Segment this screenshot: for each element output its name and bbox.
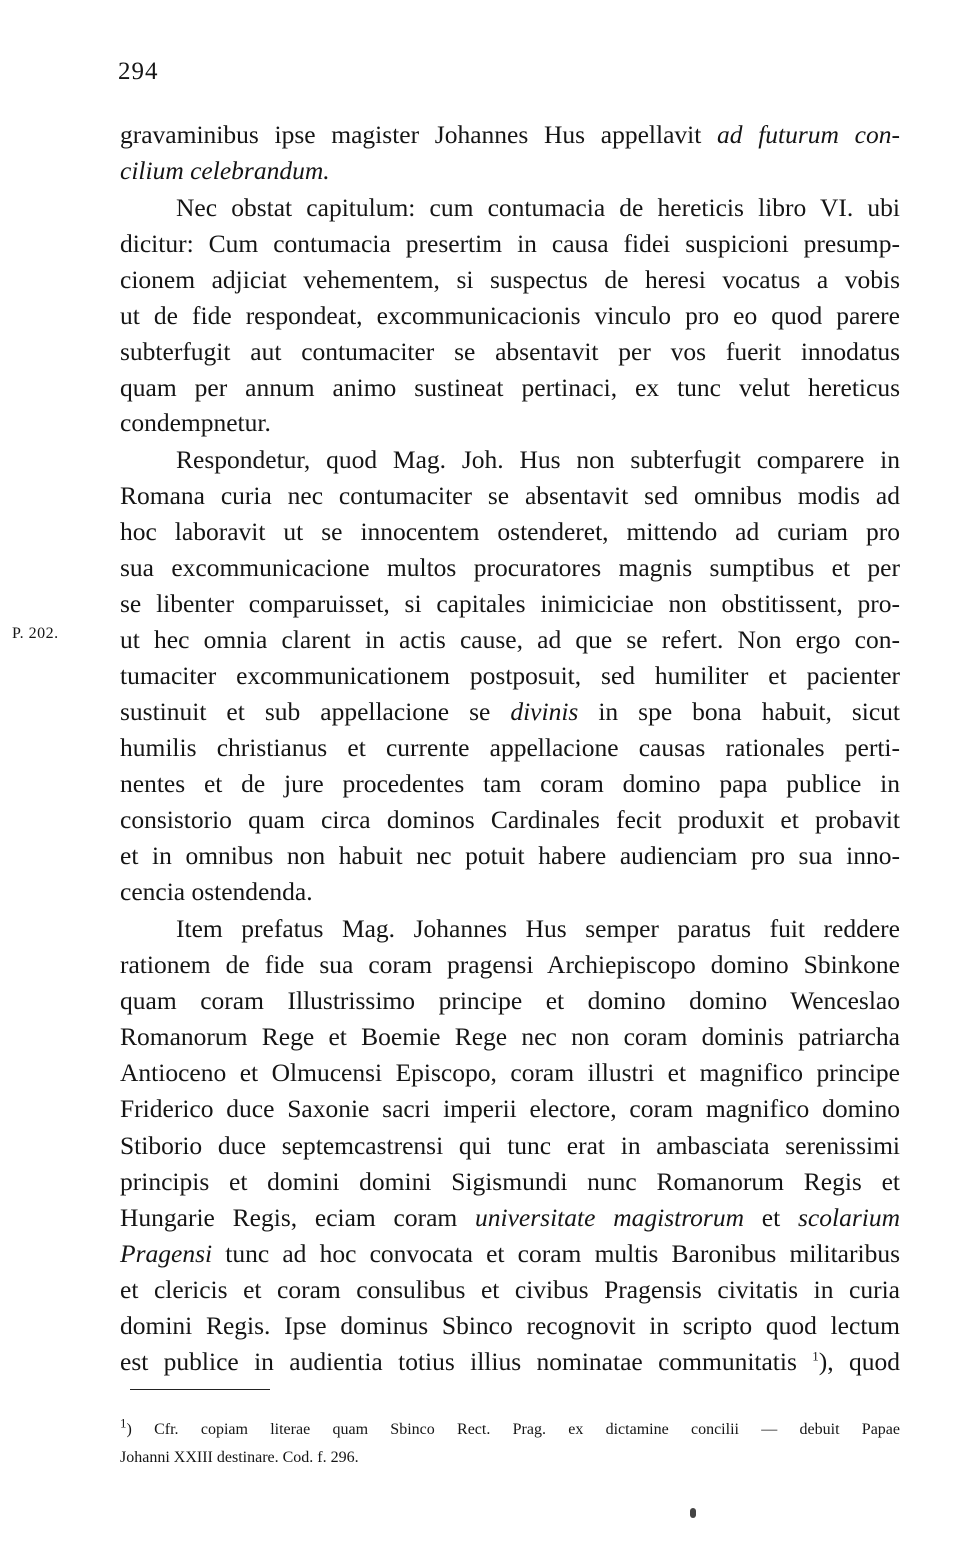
text-segment: Hungarie Regis, eciam coram	[120, 1203, 476, 1232]
text-line	[120, 586, 900, 622]
text-segment: Friderico duce Saxonie sacri imperii electore, coram magnifico domino	[120, 1094, 900, 1123]
text-segment: Pragensi	[120, 1239, 213, 1268]
footnote-line-2	[120, 1446, 900, 1470]
text-line	[120, 730, 900, 766]
text-line	[120, 1236, 900, 1272]
text-segment: in spe bona habuit, sicut	[578, 697, 900, 726]
text-line	[120, 226, 900, 262]
text-segment: principis et domini domini Sigismundi nunc Romanorum Regis et	[120, 1167, 900, 1196]
text-segment: est publice in audientia totius illius nominatae communitatis	[120, 1347, 813, 1376]
text-line	[120, 874, 900, 910]
text-segment: humilis christianus et currente appellacione causas rationales perti-	[120, 733, 900, 762]
text-line	[120, 334, 900, 370]
text-segment: subterfugit aut contumaciter se absentavit per vos fuerit innodatus	[120, 337, 900, 366]
text-segment: rationem de fide sua coram pragensi Archiepiscopo domino Sbinkone	[120, 950, 900, 979]
text-segment: tumaciter excommunicationem postposuit, sed humiliter et pacienter	[120, 661, 900, 690]
text-segment: cionem adjiciat vehementem, si suspectus de heresi vocatus a vobis	[120, 265, 900, 294]
text-segment: nentes et de jure procedentes tam coram domino papa publice in	[120, 769, 900, 798]
text-line	[120, 1344, 900, 1380]
text-line	[120, 802, 900, 838]
footnote-marker: 1	[120, 1415, 127, 1431]
text-segment: divinis	[510, 697, 579, 726]
text-line	[120, 550, 900, 586]
text-segment: se libenter comparuisset, si capitales inimiciciae non obstitissent, pro-	[120, 589, 900, 618]
text-line	[120, 947, 900, 983]
text-segment: quam coram Illustrissimo principe et domino domino Wenceslao	[120, 986, 900, 1015]
text-line	[120, 1019, 900, 1055]
text-segment: sua excommunicacione multos procuratores magnis sumptibus et per	[120, 553, 900, 582]
text-line	[120, 1272, 900, 1308]
text-segment: et clericis et coram consulibus et civibus Pragensis civitatis in curia	[120, 1275, 900, 1304]
text-line	[176, 911, 900, 947]
footnote-text-1: Cfr. copiam literae quam Sbinco Rect. Prag. ex dictamine concilii — debuit Papae	[154, 1421, 900, 1438]
footnote-reference: 1	[812, 1348, 819, 1364]
text-segment: Item prefatus Mag. Johannes Hus semper paratus fuit reddere	[176, 914, 900, 943]
text-segment: Nec obstat capitulum: cum contumacia de hereticis libro VI. ubi	[176, 193, 900, 222]
text-segment: cencia ostendenda.	[120, 877, 313, 906]
page-number: 294	[118, 58, 159, 85]
text-line	[120, 405, 900, 441]
text-segment: cilium celebrandum.	[120, 156, 330, 185]
text-line	[120, 117, 900, 153]
text-segment: domini Regis. Ipse dominus Sbinco recognovit in scripto quod lectum	[120, 1311, 900, 1340]
text-line	[120, 153, 900, 189]
text-line	[120, 622, 900, 658]
text-segment: et in omnibus non habuit nec potuit habere audienciam pro sua inno-	[120, 841, 900, 870]
footnote-line-1	[120, 1415, 900, 1442]
text-segment: Antioceno et Olmucensi Episcopo, coram illustri et magnifico principe	[120, 1058, 900, 1087]
text-line	[120, 766, 900, 802]
text-segment: dicitur: Cum contumacia presertim in causa fidei suspicioni presump-	[120, 229, 900, 258]
text-line	[120, 298, 900, 334]
text-segment: Romanorum Rege et Boemie Rege nec non coram dominis patriarcha	[120, 1022, 900, 1051]
text-segment: quam per annum animo sustineat pertinaci, ex tunc velut hereticus	[120, 373, 900, 402]
text-line	[120, 1200, 900, 1236]
text-line	[120, 370, 900, 406]
text-segment: ad futurum con-	[717, 120, 900, 149]
footnote-rule	[130, 1389, 270, 1390]
text-line	[120, 478, 900, 514]
text-segment: consistorio quam circa dominos Cardinales fecit produxit et probavit	[120, 805, 900, 834]
text-line	[176, 442, 900, 478]
text-line	[120, 1164, 900, 1200]
text-segment: Stiborio duce septemcastrensi qui tunc erat in ambasciata serenissimi	[120, 1131, 900, 1160]
text-segment: Respondetur, quod Mag. Joh. Hus non subterfugit comparere in	[176, 445, 900, 474]
text-segment: hoc laboravit ut se innocentem ostenderet, mittendo ad curiam pro	[120, 517, 900, 546]
text-segment: tunc ad hoc convocata et coram multis Baronibus militaribus	[212, 1239, 900, 1268]
text-line	[120, 514, 900, 550]
text-line	[120, 1055, 900, 1091]
text-line	[120, 658, 900, 694]
text-segment: Romana curia nec contumaciter se absentavit sed omnibus modis ad	[120, 481, 900, 510]
text-segment: scolarium	[798, 1203, 900, 1232]
text-line	[120, 1128, 900, 1164]
text-segment: ), quod	[818, 1347, 900, 1376]
print-speck	[690, 1508, 696, 1518]
text-line	[120, 1091, 900, 1127]
footnote-text-2: Johanni XXIII destinare. Cod. f. 296.	[120, 1449, 359, 1466]
text-segment: et	[744, 1203, 798, 1232]
footnote-marker-paren: )	[126, 1421, 155, 1438]
text-line	[120, 694, 900, 730]
text-line	[120, 983, 900, 1019]
margin-page-reference: P. 202.	[12, 625, 59, 642]
text-segment: condempnetur.	[120, 408, 271, 437]
text-line	[120, 1308, 900, 1344]
text-segment: ut hec omnia clarent in actis cause, ad que se refert. Non ergo con-	[120, 625, 900, 654]
text-line	[120, 262, 900, 298]
text-segment: ut de fide respondeat, excommunicacionis vinculo pro eo quod parere	[120, 301, 900, 330]
text-line	[120, 838, 900, 874]
text-line	[176, 190, 900, 226]
text-segment: gravaminibus ipse magister Johannes Hus appellavit	[120, 120, 718, 149]
text-segment: sustinuit et sub appellacione se	[120, 697, 511, 726]
text-segment: universitate magistrorum	[475, 1203, 745, 1232]
